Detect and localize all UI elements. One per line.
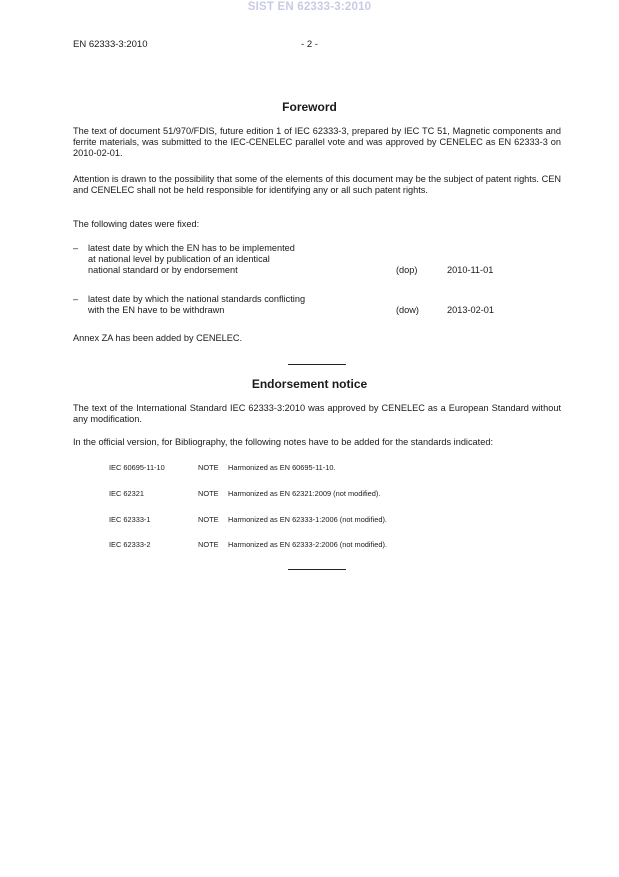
page-number: - 2 -: [301, 39, 318, 50]
date-item-line: national standard or by endorsement: [88, 265, 238, 275]
date-item-text: [88, 294, 388, 316]
section-divider: [288, 569, 346, 570]
note-standard: IEC 62321: [109, 489, 144, 498]
annex-note: Annex ZA has been added by CENELEC.: [73, 333, 243, 343]
note-text: Harmonized as EN 60695-11-10.: [228, 463, 336, 472]
foreword-title: Foreword: [282, 100, 337, 114]
note-text: Harmonized as EN 62321:2009 (not modified).: [228, 489, 381, 498]
note-standard: IEC 62333-1: [109, 515, 151, 524]
list-dash: –: [73, 243, 79, 253]
note-label: NOTE: [198, 540, 219, 549]
endorsement-title: Endorsement notice: [251, 377, 368, 391]
section-divider: [288, 364, 346, 365]
document-id: EN 62333-3:2010: [73, 39, 148, 50]
list-dash: –: [73, 294, 79, 304]
note-label: NOTE: [198, 515, 219, 524]
note-text: Harmonized as EN 62333-2:2006 (not modified).: [228, 540, 387, 549]
note-standard: IEC 62333-2: [109, 540, 151, 549]
watermark: SIST EN 62333-3:2010: [247, 1, 372, 13]
note-label: NOTE: [198, 463, 219, 472]
foreword-paragraph-1: The text of document 51/970/FDIS, future edition 1 of IEC 62333-3, prepared by IEC TC 51, Magnetic components and ferrite materials, was submitted to the IEC-CENELEC parallel vote and was approved by CENELEC as EN 62333-3 on 2010-02-01.: [73, 126, 561, 158]
date-value: 2013-02-01: [447, 305, 494, 315]
endorsement-paragraph-1: The text of the International Standard IEC 62333-3:2010 was approved by CENELEC as a European Standard without any modification.: [73, 403, 561, 424]
foreword-paragraph-3: The following dates were fixed:: [73, 219, 200, 229]
note-standard: IEC 60695-11-10: [109, 463, 165, 472]
date-value: 2010-11-01: [447, 265, 494, 275]
date-item-line: at national level by publication of an identical: [88, 254, 270, 264]
date-code: (dop): [396, 265, 418, 275]
note-text: Harmonized as EN 62333-1:2006 (not modified).: [228, 515, 387, 524]
date-item-line: with the EN have to be withdrawn: [88, 305, 225, 315]
date-code: (dow): [396, 305, 419, 315]
date-item-line: latest date by which the EN has to be implemented: [88, 243, 295, 253]
note-label: NOTE: [198, 489, 219, 498]
date-item-text: [88, 243, 388, 276]
endorsement-paragraph-2: In the official version, for Bibliography, the following notes have to be added for the standards indicated:: [73, 437, 493, 447]
foreword-paragraph-2: Attention is drawn to the possibility that some of the elements of this document may be the subject of patent rights. CEN and CENELEC shall not be held responsible for identifying any or all such patent rights.: [73, 174, 561, 195]
date-item-line: latest date by which the national standards conflicting: [88, 294, 306, 304]
